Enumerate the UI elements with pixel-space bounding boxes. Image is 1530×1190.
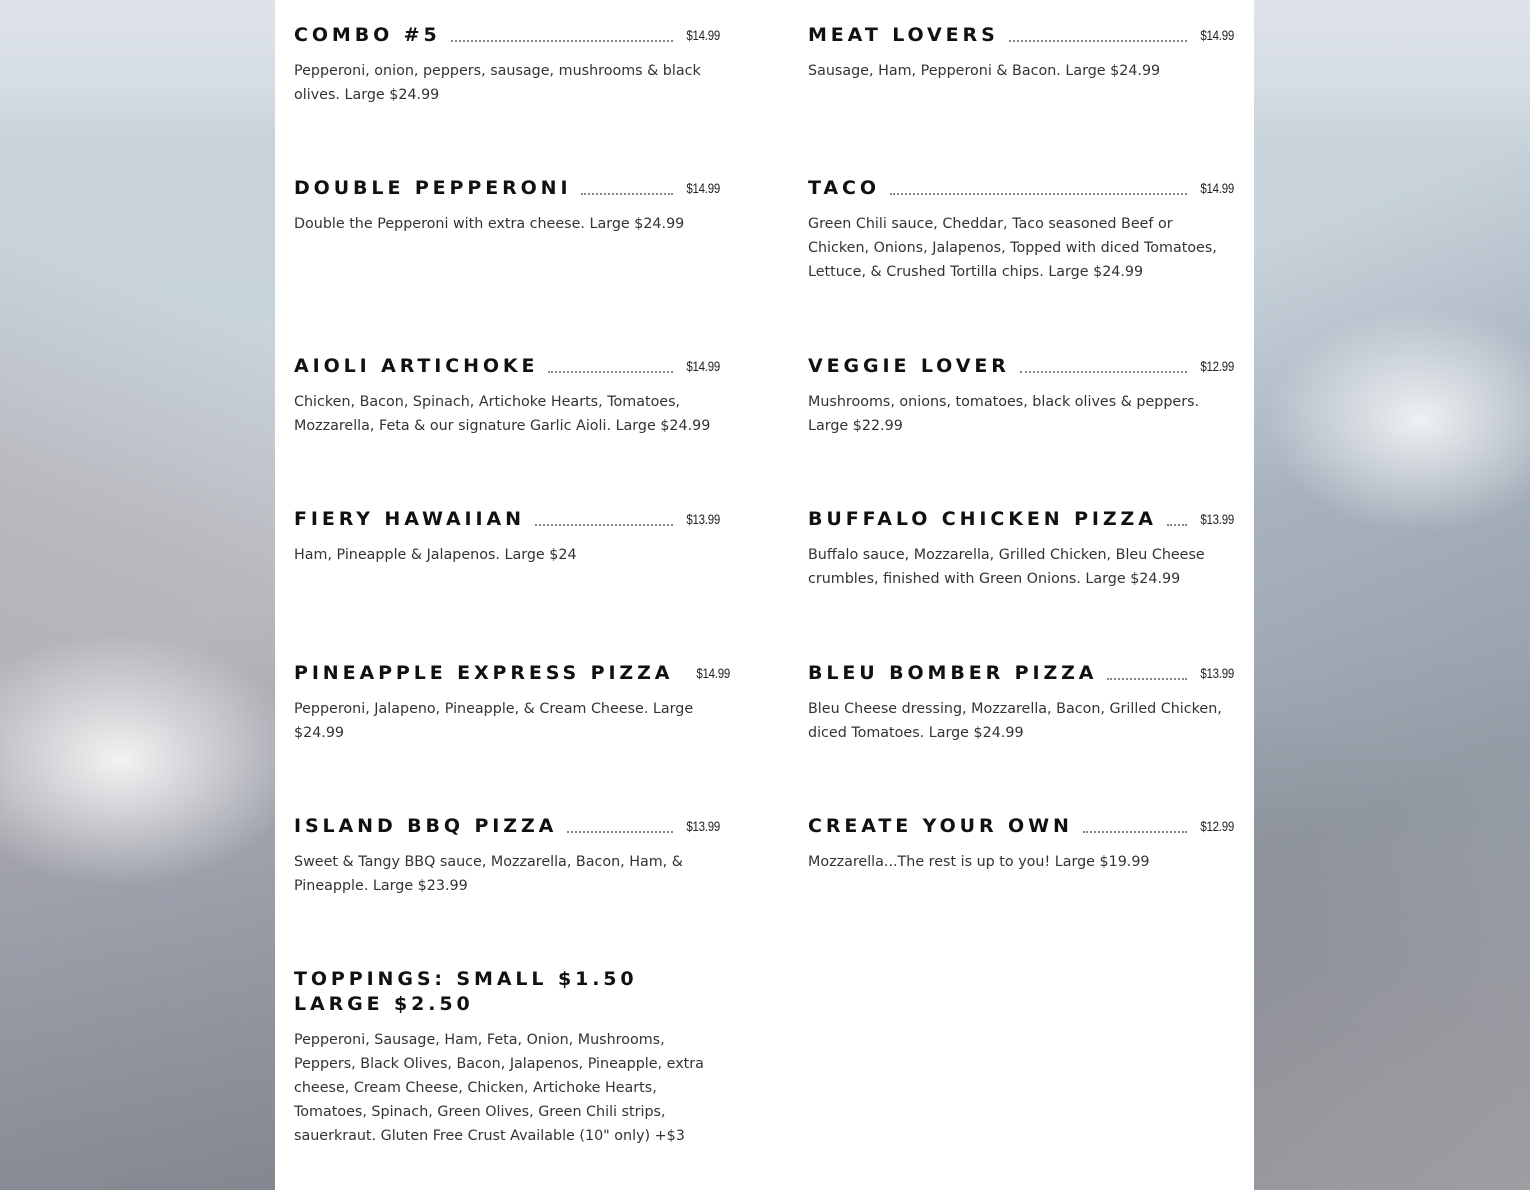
menu-item-taco (808, 175, 1234, 284)
menu-item-description: Mozzarella...The rest is up to you! Large $19.99 (808, 854, 1150, 870)
dotted-leader (451, 22, 673, 42)
menu-item-name: FIERY HAWAIIAN (294, 508, 525, 530)
menu-item-header (294, 660, 731, 686)
menu-item-fiery-hawaiian (294, 506, 720, 567)
menu-item-description: Bleu Cheese dressing, Mozzarella, Bacon, Grilled Chicken, diced Tomatoes. Large $24.99 (808, 701, 1222, 741)
menu-item-header (294, 967, 720, 1017)
menu-item-name: COMBO #5 (294, 24, 441, 46)
menu-item-price: $12.99 (1200, 818, 1234, 834)
menu-item-meat-lovers (808, 22, 1234, 83)
menu-item-description: Sausage, Ham, Pepperoni & Bacon. Large $24.99 (808, 63, 1161, 79)
menu-item-price: $14.99 (686, 180, 720, 196)
menu-item-name: ISLAND BBQ PIZZA (294, 815, 558, 837)
menu-item-create-your-own (808, 813, 1234, 874)
menu-item-name: PINEAPPLE EXPRESS PIZZA (294, 662, 674, 684)
menu-item-header (808, 660, 1234, 686)
menu-item-combo-5 (294, 22, 720, 107)
menu-item-name: BLEU BOMBER PIZZA (808, 662, 1098, 684)
menu-item-price: $13.99 (686, 818, 720, 834)
menu-item-price: $14.99 (1200, 27, 1234, 43)
menu-item-price: $13.99 (686, 511, 720, 527)
menu-item-description: Double the Pepperoni with extra cheese. Large $24.99 (294, 216, 685, 232)
menu-item-double-pepperoni (294, 175, 720, 236)
menu-item-buffalo-chicken (808, 506, 1234, 591)
menu-item-price: $13.99 (1200, 665, 1234, 681)
menu-item-header (808, 506, 1234, 532)
dotted-leader (1167, 506, 1187, 526)
menu-item-header (808, 353, 1234, 379)
menu-item-name: DOUBLE PEPPERONI (294, 177, 572, 199)
menu-item-price: $13.99 (1200, 511, 1234, 527)
dotted-leader (548, 353, 673, 373)
menu-item-price: $14.99 (696, 665, 731, 681)
dotted-leader (890, 175, 1187, 195)
menu-item-name: TACO (808, 177, 880, 199)
menu-item-description: Chicken, Bacon, Spinach, Artichoke Hearts, Tomatoes, Mozzarella, Feta & our signature Garlic Aioli. Large $24.99 (294, 394, 711, 434)
menu-item-price: $12.99 (1200, 358, 1234, 374)
menu-item-header (294, 353, 720, 379)
menu-item-description: Buffalo sauce, Mozzarella, Grilled Chicken, Bleu Cheese crumbles, finished with Green Onions. Large $24.99 (808, 547, 1205, 587)
menu-item-name: VEGGIE LOVER (808, 355, 1010, 377)
dotted-leader (1107, 660, 1187, 680)
menu-item-description: Pepperoni, Sausage, Ham, Feta, Onion, Mushrooms, Peppers, Black Olives, Bacon, Jalapenos, Pineapple, extra cheese, Cream Cheese, Chicken, Artichoke Hearts, Tomatoes, Spinach, Green Olives, Green Chili strips, sauerkraut. Gluten Free Crust Available (10" only) +$3 (294, 1032, 704, 1144)
menu-item-price: $14.99 (686, 358, 720, 374)
dotted-leader (581, 175, 673, 195)
menu-item-toppings (294, 967, 720, 1148)
menu-item-price: $14.99 (1200, 180, 1234, 196)
menu-item-bleu-bomber (808, 660, 1234, 745)
menu-item-description: Ham, Pineapple & Jalapenos. Large $24 (294, 547, 577, 563)
menu-item-header (808, 813, 1234, 839)
menu-item-pineapple-express (294, 660, 731, 745)
menu-item-description: Sweet & Tangy BBQ sauce, Mozzarella, Bacon, Ham, & Pineapple. Large $23.99 (294, 854, 683, 894)
menu-item-description: Mushrooms, onions, tomatoes, black olives & peppers. Large $22.99 (808, 394, 1200, 434)
dotted-leader (1020, 353, 1187, 373)
menu-item-header (294, 813, 720, 839)
dotted-leader (535, 506, 673, 526)
menu-item-veggie-lover (808, 353, 1234, 438)
menu-item-aioli-artichoke (294, 353, 720, 438)
menu-item-header (294, 22, 720, 48)
menu-item-description: Pepperoni, onion, peppers, sausage, mushrooms & black olives. Large $24.99 (294, 63, 701, 103)
menu-item-description: Green Chili sauce, Cheddar, Taco seasoned Beef or Chicken, Onions, Jalapenos, Topped with diced Tomatoes, Lettuce, & Crushed Tortilla chips. Large $24.99 (808, 216, 1217, 280)
menu-item-name: CREATE YOUR OWN (808, 815, 1073, 837)
menu-item-header (294, 175, 720, 201)
dotted-leader (1083, 813, 1187, 833)
menu-item-name: TOPPINGS: SMALL $1.50 LARGE $2.50 (294, 968, 638, 1015)
menu-item-island-bbq (294, 813, 720, 898)
menu-item-price: $14.99 (686, 27, 720, 43)
menu-panel (275, 0, 1254, 1190)
dotted-leader (1009, 22, 1187, 42)
menu-item-name: BUFFALO CHICKEN PIZZA (808, 508, 1157, 530)
menu-item-name: MEAT LOVERS (808, 24, 999, 46)
dotted-leader (567, 813, 673, 833)
menu-item-header (808, 22, 1234, 48)
menu-item-header (294, 506, 720, 532)
menu-item-header (808, 175, 1234, 201)
menu-item-description: Pepperoni, Jalapeno, Pineapple, & Cream Cheese. Large $24.99 (294, 701, 694, 741)
menu-item-name: AIOLI ARTICHOKE (294, 355, 539, 377)
